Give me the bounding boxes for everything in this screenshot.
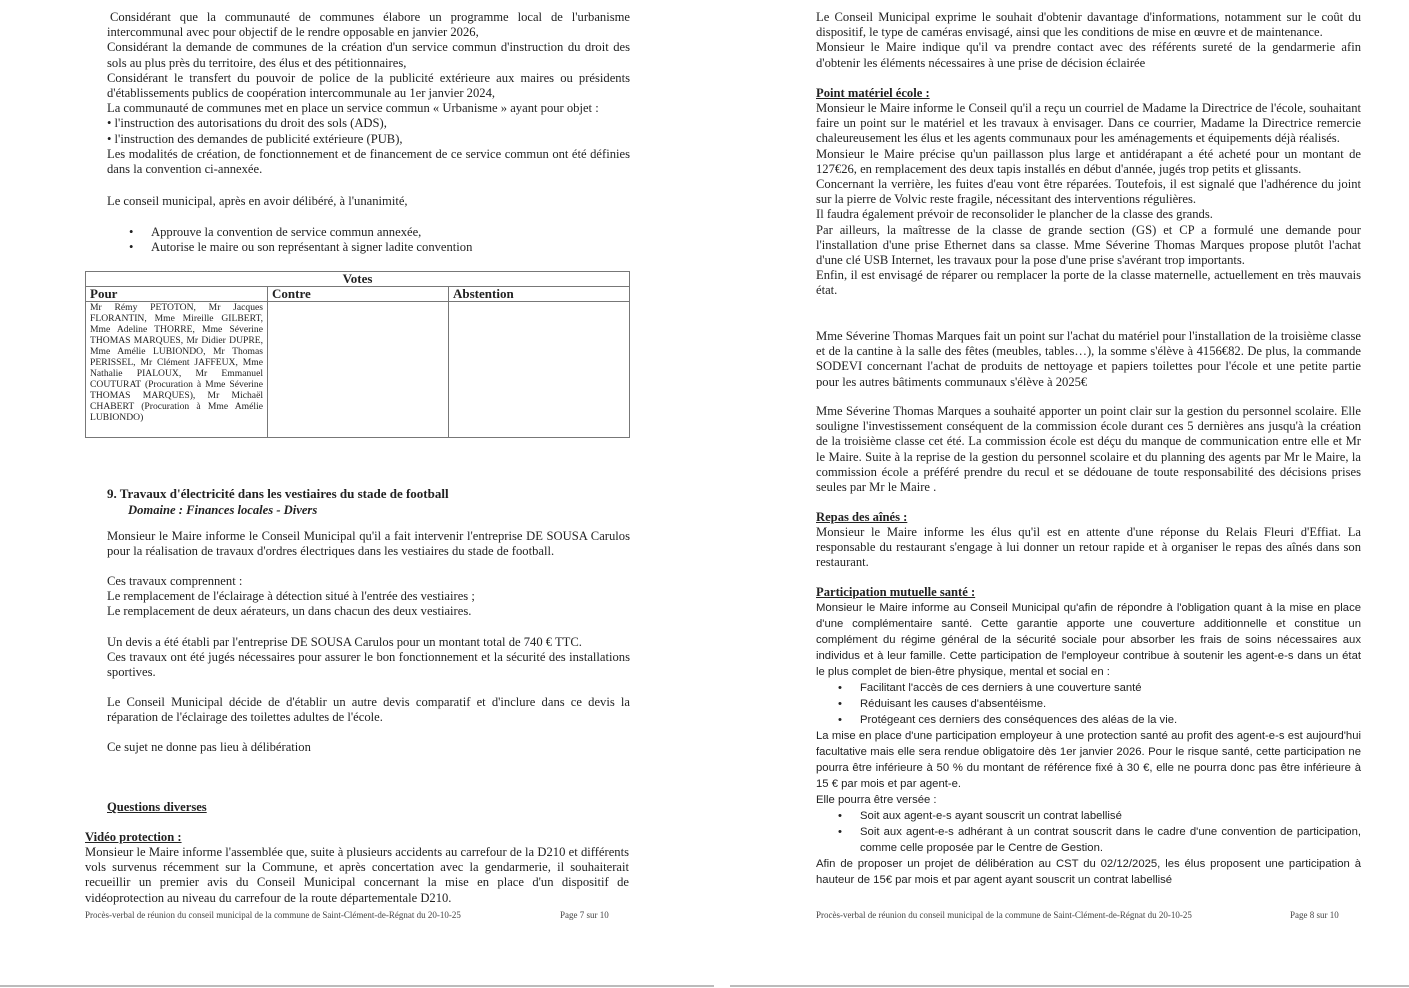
decision-list (107, 225, 630, 255)
para: Considérant le transfert du pouvoir de police de la publicité extérieure aux maires ou présidents d'établissements publics de coopération intercommunale au 1er janvier 2024, (107, 70, 630, 101)
video-protection-heading: Vidéo protection : (85, 830, 182, 844)
para: Les modalités de création, de fonctionnement et de financement de ce service commun ont été définies dans la convention ci-annexée. (107, 146, 630, 177)
para: Monsieur le Maire informe le Conseil qu'il a reçu un courriel de Madame la Directrice de l'école, souhaitant faire un point sur le matériel et les travaux à envisager. Dans ce courrier, Madame la Directrice remercie chaleureusement les élus et les agents communaux pour les aménagements et équipements déjà réalisés. Monsieur le Maire précise qu'un paillasson plus large et antidérapant a été acheté pour un montant de 127€26, en remplacement des deux tapis installés en début d'année, jugés trop petits et glissants. Concernant la verrière, les fuites d'eau vont être réparées. Toutefois, il est signalé que l'adhérence du joint sur la pierre de Volvic reste fragile, nécessitant des interventions régulières. Il faudra également prévoir de reconsolider le plancher de la classe des grands. Par ailleurs, la maîtresse de la classe de grande section (GS) et CP a formulé une demande pour l'installation d'une prise Ethernet dans sa classe. Mme Séverine Thomas Marques propose plutôt l'achat d'une clé USB Internet, les travaux pour la pose d'une prise s'avérant trop importants. Enfin, il est envisagé de réparer ou remplacer la porte de la classe maternelle, actuellement en très mauvais état. (816, 101, 1361, 298)
para: Monsieur le Maire informe l'assemblée que, suite à plusieurs accidents au carrefour de la D210 et différents vols survenus récemment sur la Commune, et après concertation avec la gendarmerie, il souhaiterait recueillir un premier avis du Conseil Municipal concernant la mise en place d'un dispositif de vidéoprotection au niveau du carrefour de la route départementale D210. (85, 845, 629, 905)
decision-item: • Autorise le maire ou son représentant à signer ladite convention (107, 240, 630, 255)
para: Monsieur le Maire informe au Conseil Municipal qu'afin de répondre à l'obligation quant à la mise en place d'une complémentaire santé. Cette garantie apporte une couverture additionnelle et constitue un complément du régime général de la sécurité sociale pour absorber les frais de soins nécessaires aux individus et à leur famille. Cette participation de l'employeur contribue à soutenir les agent-e-s dans un état le plus complet de bien-être physique, mental et social en : (816, 602, 1361, 678)
header-abstention: Abstention (449, 287, 630, 302)
votes-title: Votes (86, 272, 630, 287)
mutuelle-heading: Participation mutuelle santé : (816, 585, 976, 599)
header-pour: Pour (86, 287, 268, 302)
page-8 (730, 0, 1409, 987)
para: Mme Séverine Thomas Marques fait un point sur l'achat du matériel pour l'installation de la troisième classe et de la cantine à la salle des fêtes (meubles, tables…), la somme s'élève à 4156€82. De plus, la commande SODEVI concernant l'achat de produits de nettoyage et papiers toilettes pour l'école et une petite partie pour les autres bâtiments communaux s'élève à 2025€ (816, 329, 1361, 389)
para: Ces travaux comprennent : Le remplacement de l'éclairage à détection situé à l'entrée des vestiaires ; Le remplacement de deux aérateurs, un dans chacun des deux vestiaires. (107, 574, 475, 619)
para: Afin de proposer un projet de délibération au CST du 02/12/2025, les élus proposent une participation à hauteur de 15€ par mois et par agent ayant souscrit un contrat labellisé (816, 858, 1361, 886)
para: Considérant que la communauté de communes élabore un programme local de l'urbanisme intercommunal avec pour objectif de le rendre opposable en janvier 2026, (107, 10, 630, 40)
list-item: • Soit aux agent-e-s adhérant à un contrat souscrit dans le cadre d'une convention de participation, comme celle proposée par le Centre de Gestion. (816, 824, 1361, 856)
page-number: Page 8 sur 10 (1290, 910, 1339, 920)
section-9-domain: Domaine : Finances locales - Divers (128, 503, 318, 517)
para: La communauté de communes met en place un service commun « Urbanisme » ayant pour objet : (107, 101, 599, 116)
list-item: • Protégeant ces derniers des conséquences des aléas de la vie. (816, 712, 1361, 728)
para: Ce sujet ne donne pas lieu à délibération (107, 740, 311, 754)
footer-text: Procès-verbal de réunion du conseil municipal de la commune de Saint-Clément-de-Régnat du 20-10-25 (816, 910, 1192, 920)
para: • l'instruction des demandes de publicité extérieure (PUB), (107, 131, 403, 146)
votes-abstention (449, 302, 630, 438)
list-item: • Réduisant les causes d'absentéisme. (816, 696, 1361, 712)
para: Un devis a été établi par l'entreprise DE SOUSA Carulos pour un montant total de 740 € TTC. Ces travaux ont été jugés nécessaires pour assurer le bon fonctionnement et la sécurité des installations sportives. (107, 635, 630, 680)
footer-text: Procès-verbal de réunion du conseil municipal de la commune de Saint-Clément-de-Régnat du 20-10-25 (85, 910, 461, 920)
ecole-heading: Point matériel école : (816, 86, 930, 100)
mutuelle-list-1 (816, 680, 1361, 728)
list-item: • Soit aux agent-e-s ayant souscrit un contrat labellisé (816, 808, 1361, 824)
mutuelle-body (816, 600, 1361, 888)
para: • l'instruction des autorisations du droit des sols (ADS), (107, 116, 387, 131)
page-number: Page 7 sur 10 (560, 910, 609, 920)
para: La mise en place d'une participation employeur à une protection santé au profit des agent-e-s est aujourd'hui facultative mais elle sera rendue obligatoire dès 1er janvier 2026. Pour le risque santé, cette participation ne pourra être inférieure à 50 % du montant de référence fixé à 30 €, elle ne pourra donc pas être inférieure à 15 € par mois et par agent-e. Elle pourra être versée : (816, 730, 1361, 806)
repas-heading: Repas des aînés : (816, 510, 908, 524)
para: Le Conseil Municipal décide de d'établir un autre devis comparatif et d'inclure dans ce devis la réparation de l'éclairage des toilettes adultes de l'école. (107, 695, 630, 725)
para: Considérant la demande de communes de la création d'un service commun d'instruction du droit des sols au plus près du territoire, des élus et des pétitionnaires, (107, 40, 630, 70)
deliberation-text: Le conseil municipal, après en avoir délibéré, à l'unanimité, (107, 194, 408, 208)
votes-table (85, 271, 630, 438)
questions-diverses-heading: Questions diverses (107, 800, 207, 814)
decision-item: • Approuve la convention de service commun annexée, (107, 225, 630, 240)
header-contre: Contre (268, 287, 449, 302)
votes-pour: Mr Rémy PETOTON, Mr Jacques FLORANTIN, Mme Mireille GILBERT, Mme Adeline THORRE, Mme Séverine THOMAS MARQUES, Mr Didier DUPRE, Mme Amélie LUBIONDO, Mr Thomas PERISSEL, Mr Clément JAFFEUX, Mme Nathalie PIALOUX, Mr Emmanuel COUTURAT (Procuration à Mme Séverine THOMAS MARQUES), Mr Michaël CHABERT (Procuration à Mme Amélie LUBIONDO) (86, 302, 268, 438)
para: Mme Séverine Thomas Marques a souhaité apporter un point clair sur la gestion du personnel scolaire. Elle souligne l'investissement conséquent de la commission école durant ces 5 dernières ans jusqu'à la création de la troisième classe cet été. La commission école est déçu du manque de communication entre elle et Mr le Maire. Suite à la reprise de la gestion du personnel scolaire et du planning des agents par Mr le Maire, la commission école a préféré prendre du recul et se dédouane de toute responsabilité des décisions prises seules par Mr le Maire . (816, 404, 1361, 495)
para: Monsieur le Maire informe les élus qu'il est en attente d'une réponse du Relais Fleuri d'Effiat. La responsable du restaurant s'engage à lui donner un retour rapide et à organiser le repas des aînés dans son restaurant. (816, 525, 1361, 570)
intro-considerations (107, 10, 630, 177)
list-item: • Facilitant l'accès de ces derniers à une couverture santé (816, 680, 1361, 696)
votes-contre (268, 302, 449, 438)
mutuelle-list-2 (816, 808, 1361, 856)
para: Le Conseil Municipal exprime le souhait d'obtenir davantage d'informations, notamment sur le coût du dispositif, le type de caméras envisagé, ainsi que les conditions de mise en œuvre et de maintenance. Monsieur le Maire indique qu'il va prendre contact avec des référents sureté de la gendarmerie afin d'obtenir les éléments nécessaires à une prise de décision éclairée (816, 10, 1361, 70)
section-9-title: 9. Travaux d'électricité dans les vestiaires du stade de football (107, 486, 449, 501)
para: Monsieur le Maire informe le Conseil Municipal qu'il a fait intervenir l'entreprise DE SOUSA Carulos pour la réalisation de travaux d'ordres électriques dans les vestiaires du stade de football. (107, 529, 630, 559)
